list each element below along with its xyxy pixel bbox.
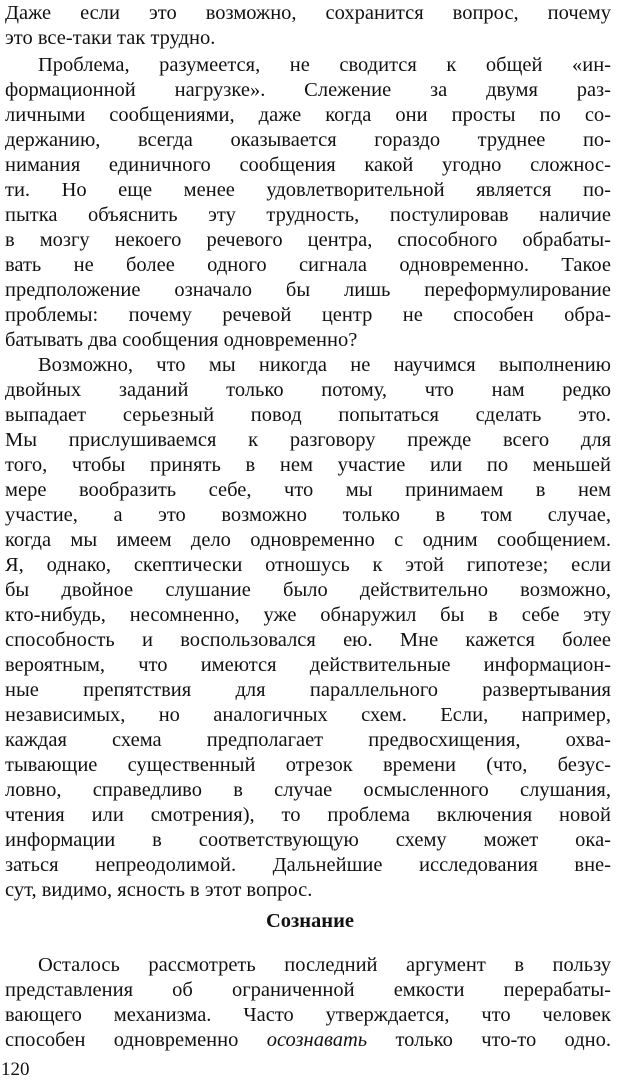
text-line: бы двойное слушание было действительно возможно, bbox=[5, 579, 611, 601]
text-line: заться непреодолимой. Дальнейшие исследования вне- bbox=[5, 854, 611, 876]
text-line: ловно, справедливо в случае осмысленного слушания, bbox=[5, 779, 611, 801]
text-line: ные препятствия для параллельного развертывания bbox=[5, 679, 611, 701]
text-line: сут, видимо, ясность в этот вопрос. bbox=[5, 879, 313, 901]
text-line: участие, а это возможно только в том случае, bbox=[5, 504, 611, 526]
text-line: вающего механизма. Часто утверждается, что человек bbox=[5, 1004, 611, 1026]
text-line: способность и воспользовался ею. Мне кажется более bbox=[5, 629, 611, 651]
text-fragment: только что-то одно. bbox=[367, 1029, 611, 1051]
text-line bbox=[5, 1030, 611, 1051]
text-line: Возможно, что мы никогда не научимся выполнению bbox=[38, 354, 611, 376]
text-line: ти. Но еще менее удовлетворительной является по- bbox=[5, 179, 611, 201]
text-line: держанию, всегда оказывается гораздо труднее по- bbox=[5, 129, 611, 151]
text-line: того, чтобы принять в нем участие или по меньшей bbox=[5, 454, 611, 476]
text-line: формационной нагрузке». Слежение за двумя раз- bbox=[5, 79, 611, 101]
text-line: представления об ограниченной емкости перерабаты- bbox=[5, 979, 611, 1001]
text-line: вать не более одного сигнала одновременно. Такое bbox=[5, 254, 611, 276]
text-line: нимания единичного сообщения какой угодно сложнос- bbox=[5, 154, 611, 176]
text-line: информации в соответствующую схему может ока- bbox=[5, 829, 611, 851]
section-heading: Сознание bbox=[265, 910, 355, 932]
emphasized-word: осознавать bbox=[266, 1029, 368, 1051]
text-line: Даже если это возможно, сохранится вопрос, почему bbox=[5, 2, 611, 24]
text-line: личными сообщениями, даже когда они просты по со- bbox=[5, 104, 611, 126]
text-line: Я, однако, скептически отношусь к этой гипотезе; если bbox=[5, 554, 611, 576]
text-line: выпадает серьезный повод попытаться сделать это. bbox=[5, 404, 611, 426]
text-line: батывать два сообщения одновременно? bbox=[5, 329, 358, 351]
text-line: Проблема, разумеется, не сводится к общей «ин- bbox=[38, 54, 611, 76]
text-line: кто-нибудь, несомненно, уже обнаружил бы в себе эту bbox=[5, 604, 611, 626]
text-line: проблемы: почему речевой центр не способен обра- bbox=[5, 304, 611, 326]
text-line: мере вообразить себе, что мы принимаем в нем bbox=[5, 479, 611, 501]
text-line: когда мы имеем дело одновременно с одним сообщением. bbox=[5, 529, 611, 551]
text-line: предположение означало бы лишь переформулирование bbox=[5, 279, 611, 301]
text-line: это все-таки так трудно. bbox=[5, 27, 216, 49]
page-number: 120 bbox=[1, 1059, 30, 1080]
text-line: Мы прислушиваемся к разговору прежде всего для bbox=[5, 429, 611, 451]
text-line: в мозгу некоего речевого центра, способного обрабаты- bbox=[5, 229, 611, 251]
text-line: тывающие существенный отрезок времени (что, безус- bbox=[5, 754, 611, 776]
text-line: каждая схема предполагает предвосхищения, охва- bbox=[5, 729, 611, 751]
text-fragment: способен одновременно bbox=[5, 1029, 267, 1051]
text-line: чтения или смотрения), то проблема включения новой bbox=[5, 804, 611, 826]
text-line: пытка объяснить эту трудность, постулировав наличие bbox=[5, 204, 611, 226]
text-line: двойных заданий только потому, что нам редко bbox=[5, 379, 611, 401]
text-line: независимых, но аналогичных схем. Если, например, bbox=[5, 704, 611, 726]
text-line: вероятным, что имеются действительные информацион- bbox=[5, 654, 611, 676]
text-line: Осталось рассмотреть последний аргумент в пользу bbox=[38, 954, 611, 976]
